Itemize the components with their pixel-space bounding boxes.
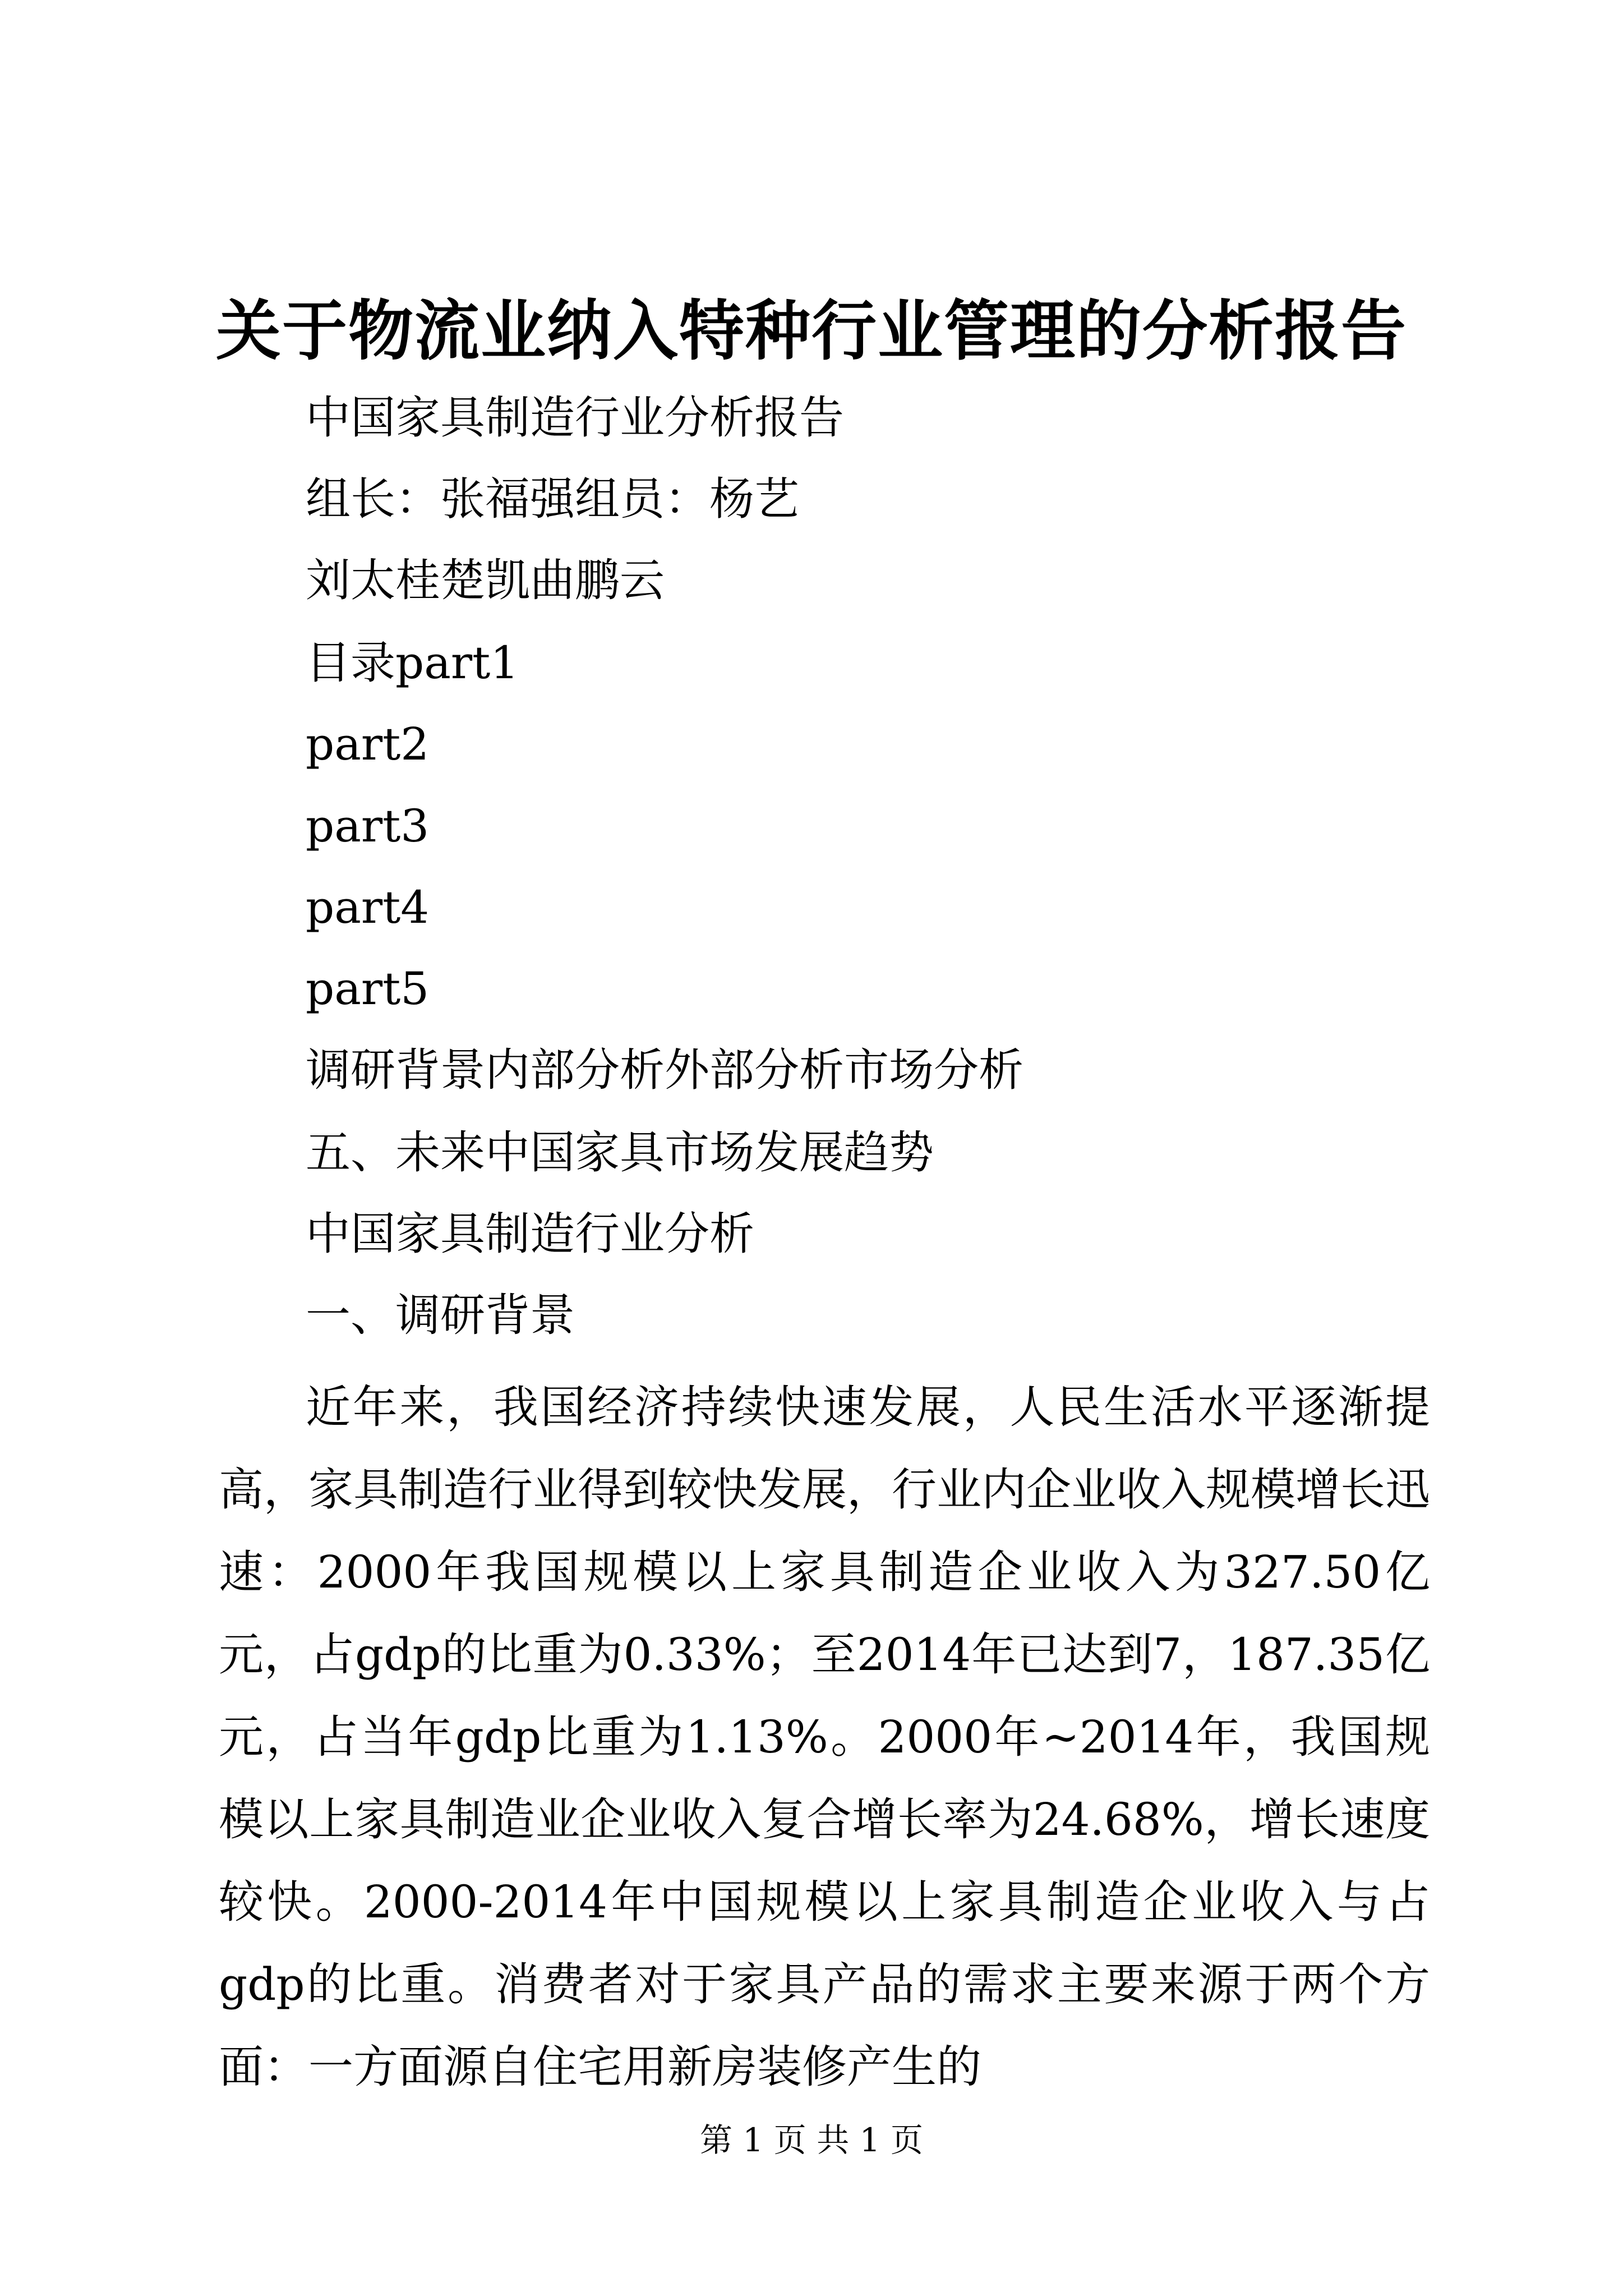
team-leader-line: 组长：张福强组员：杨艺 bbox=[306, 473, 799, 525]
toc-line-part5: part5 bbox=[306, 963, 430, 1015]
toc-line-part3: part3 bbox=[306, 800, 430, 852]
toc-line-part1: 目录part1 bbox=[306, 637, 519, 689]
page-footer: 第 1 页 共 1 页 bbox=[700, 2121, 923, 2159]
toc-line-part2: part2 bbox=[306, 718, 430, 770]
section-five-line: 五、未来中国家具市场发展趋势 bbox=[306, 1126, 934, 1179]
toc-sections-line: 调研背景内部分析外部分析市场分析 bbox=[306, 1044, 1023, 1096]
analysis-heading: 中国家具制造行业分析 bbox=[306, 1208, 754, 1260]
body-paragraph: 近年来，我国经济持续快速发展，人民生活水平逐渐提高，家具制造行业得到较快发展，行业内企业收入规模增长迅速：2000年我国规模以上家具制造企业收入为327.50亿元，占gdp的比重为0.33%；至2014年已达到7，187.35亿元，占当年gdp比重为1.13%。2000年~2014年，我国规模以上家具制造业企业收入复合增长率为24.68%，增长速度较快。2000-2014年中国规模以上家具制造企业收入与占gdp的比重。消费者对于家具产品的需求主要来源于两个方面：一方面源自住宅用新房装修产生的 bbox=[219, 1381, 1430, 2093]
toc-line-part4: part4 bbox=[306, 881, 430, 933]
subtitle-line: 中国家具制造行业分析报告 bbox=[306, 392, 844, 444]
document-title: 关于物流业纳入特种行业管理的分析报告 bbox=[216, 293, 1407, 369]
team-members-line: 刘太桂楚凯曲鹏云 bbox=[306, 554, 665, 606]
section-one-heading: 一、调研背景 bbox=[306, 1289, 575, 1341]
